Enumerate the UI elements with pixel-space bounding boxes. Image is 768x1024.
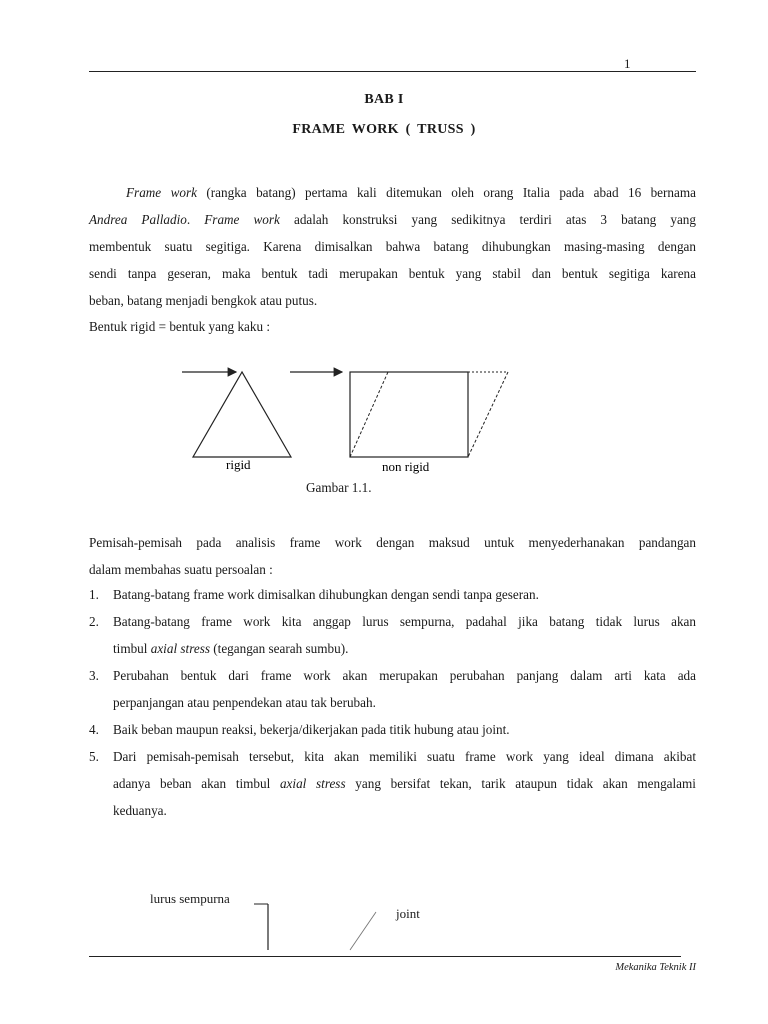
header-rule	[89, 71, 696, 72]
list-line: Baik beban maupun reaksi, bekerja/dikerjakan pada titik hubung atau joint.	[113, 722, 510, 737]
intro-text: adalah konstruksi yang sedikitnya terdiri atas 3 batang yang	[279, 212, 696, 227]
label-rigid: rigid	[226, 457, 251, 472]
list-text-part: adanya beban akan timbul	[113, 776, 280, 791]
list-number: 3.	[89, 668, 99, 683]
intro-text: (rangka batang) pertama kali ditemukan oleh orang Italia pada abad 16 bernama	[196, 185, 696, 200]
label-non-rigid: non rigid	[382, 459, 430, 474]
label-lurus-sempurna: lurus sempurna	[150, 891, 230, 906]
intro-line-2	[89, 206, 696, 233]
list-line	[113, 770, 696, 797]
deformed-edge-right	[468, 372, 508, 457]
list-text	[113, 716, 696, 743]
list-text-part: timbul	[113, 641, 151, 656]
intro-line-3: membentuk suatu segitiga. Karena dimisalkan bahwa batang dihubungkan masing-masing dengan	[89, 239, 696, 254]
deformed-edge-left	[350, 372, 388, 457]
list-text	[113, 608, 696, 662]
list-text	[113, 743, 696, 824]
list-line: Batang-batang frame work kita anggap lurus sempurna, padahal jika batang tidak lurus akan	[113, 614, 696, 629]
intro-line-5: beban, batang menjadi bengkok atau putus.	[89, 293, 318, 308]
list-line: Dari pemisah-pemisah tersebut, kita akan memiliki suatu frame work yang ideal dimana akibat	[113, 749, 696, 764]
intro-line-1	[89, 179, 696, 206]
footer-title: Mekanika Teknik II	[615, 962, 696, 973]
list-text-part: (tegangan searah sumbu).	[209, 641, 349, 656]
assumptions-intro	[89, 529, 696, 583]
assumptions-line-2: dalam membahas suatu persoalan :	[89, 562, 273, 577]
list-text	[113, 581, 696, 608]
figure-straight-and-joint	[140, 880, 440, 960]
chapter-title: FRAME WORK ( TRUSS )	[292, 122, 476, 137]
list-number: 1.	[89, 587, 99, 602]
name-andrea-palladio: Andrea Palladio	[89, 212, 187, 227]
term-axial-stress: axial stress	[150, 641, 210, 656]
label-joint: joint	[396, 906, 420, 921]
list-line: Perubahan bentuk dari frame work akan merupakan perubahan panjang dalam arti kata ada	[113, 668, 696, 683]
list-text-part: yang bersifat tekan, tarik ataupun tidak akan mengalami	[345, 776, 696, 791]
rigid-triangle	[193, 372, 291, 457]
list-number: 5.	[89, 749, 99, 764]
joint-member	[350, 912, 376, 950]
term-frame-work: Frame work	[204, 212, 280, 227]
list-text	[113, 662, 696, 716]
intro-text: .	[186, 212, 205, 227]
list-number: 4.	[89, 722, 99, 737]
footer-rule	[89, 956, 681, 957]
list-line: perpanjangan atau penpendekan atau tak berubah.	[113, 695, 376, 710]
figure-rigid-vs-nonrigid	[170, 358, 530, 478]
list-line: keduanya.	[113, 803, 167, 818]
chapter-label: BAB I	[364, 92, 404, 107]
assumptions-line-1: Pemisah-pemisah pada analisis frame work dengan maksud untuk menyederhanakan pandangan	[89, 535, 696, 550]
intro-paragraph	[89, 179, 696, 314]
list-number: 2.	[89, 614, 99, 629]
figure-caption: Gambar 1.1.	[306, 480, 372, 495]
list-line: Batang-batang frame work dimisalkan dihubungkan dengan sendi tanpa geseran.	[113, 587, 539, 602]
nonrigid-rectangle	[350, 372, 468, 457]
term-axial-stress: axial stress	[279, 776, 346, 791]
term-frame-work: Frame work	[126, 185, 197, 200]
intro-line-4: sendi tanpa geseran, maka bentuk tadi merupakan bentuk yang stabil dan bentuk segitiga karena	[89, 266, 696, 281]
rigid-definition: Bentuk rigid = bentuk yang kaku :	[89, 319, 271, 334]
list-line	[113, 635, 696, 662]
page-number: 1	[624, 56, 631, 71]
